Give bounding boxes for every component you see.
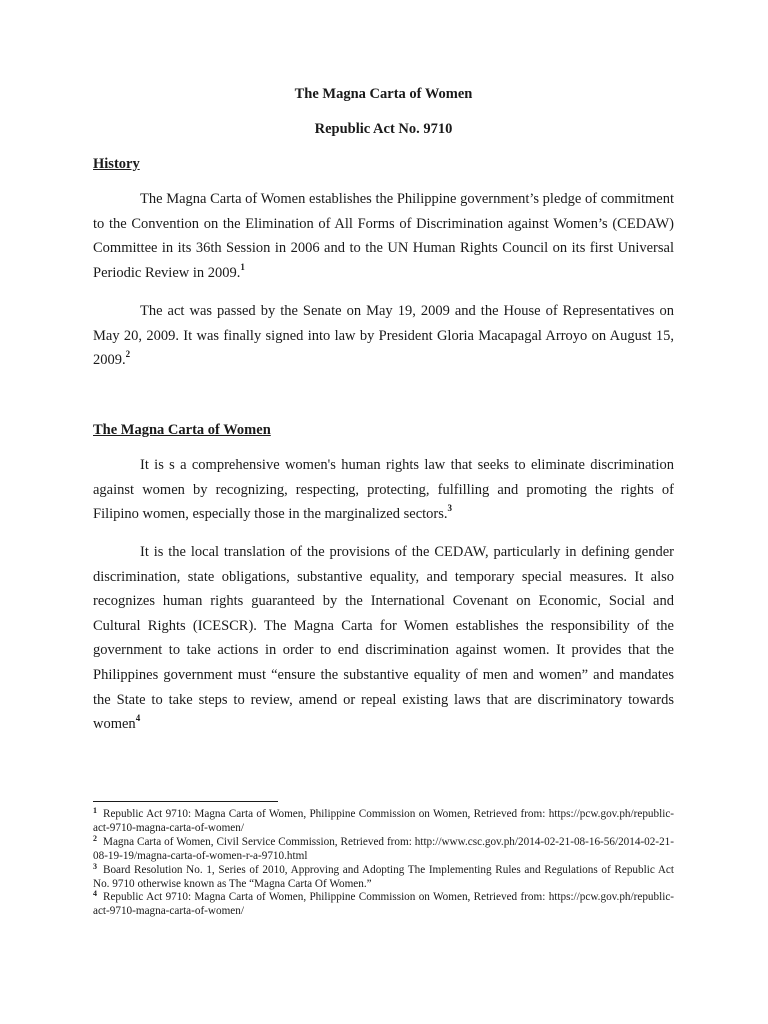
paragraph: It is s a comprehensive women's human rights law that seeks to eliminate discrimination against women by recognizing, respecting, protecting, fulfilling and promoting the rights of Filipino women, especially those in the marginalized sectors.$^3$ [93,457,674,523]
footnote-number: 3 [93,861,97,871]
footnote-ref[interactable]: 2 [125,349,131,360]
document-title: The Magna Carta of Women [294,86,473,102]
footnote-1 [93,808,674,836]
footnote-ref[interactable]: 3 [447,503,452,514]
footnotes [93,808,674,919]
footnote-number: 2 [93,833,97,843]
footnote-link[interactable]: https://pcw.gov.ph/republic-act-9710-magna-carta-of-women/ [93,808,675,834]
footnote-link[interactable]: https://pcw.gov.ph/republic-act-9710-magna-carta-of-women/ [93,891,675,918]
footnote-4 [93,891,674,919]
section-heading-magna-carta: The Magna Carta of Women [93,422,271,438]
section-heading-history: History [93,156,140,172]
document-page [93,0,674,1024]
paragraph: It is the local translation of the provisions of the CEDAW, particularly in defining gender discrimination, state obligations, substantive equality, and temporary special measures. It also recognizes human rights guaranteed by the International Covenant on Economic, Social and Cultural Rights (ICESCR). The Magna Carta for Women establishes the responsibility of the government to take actions in order to end discrimination against women. It provides that the Philippines government must “ensure the substantive equality of men and women” and mandates the State to take steps to review, amend or repeal existing laws that are discriminatory towards women$^4$ [93,544,674,733]
footnote-2 [93,833,674,864]
footnote-number: 4 [93,889,97,899]
document-subtitle: Republic Act No. 9710 [314,121,453,137]
footnote-separator [93,801,278,802]
footnote-ref[interactable]: 1 [240,261,245,272]
footnote-ref[interactable]: 4 [135,713,141,724]
footnote-text: Board Resolution No. 1, Series of 2010, Approving and Adopting The Implementing Rules and Regulations of Republic Act No. 9710 otherwise known as The “Magna Carta Of Women.” [93,863,674,890]
footnote-text: Republic Act 9710: Magna Carta of Women, Philippine Commission on Women, Retrieved from: [103,891,546,904]
footnote-link[interactable]: http://www.csc.gov.ph/2014-02-21-08-16-56/2014-02-21-08-19-19/magna-carta-of-women-r-a-9710.html [93,835,674,862]
footnote-number: 1 [93,806,97,815]
paragraph: The act was passed by the Senate on May 19, 2009 and the House of Representatives on May 20, 2009. It was finally signed into law by President Gloria Macapagal Arroyo on August 15, 2009.$^2$ [93,303,674,369]
footnote-3 [93,861,674,892]
footnote-text: Republic Act 9710: Magna Carta of Women, Philippine Commission on Women, Retrieved from: [103,808,546,820]
footnote-text: Magna Carta of Women, Civil Service Commission, Retrieved from: [103,835,412,848]
paragraph: The Magna Carta of Women establishes the Philippine government’s pledge of commitment to the Convention on the Elimination of All Forms of Discrimination against Women’s (CEDAW) Committee in its 36th Session in 2006 and to the UN Human Rights Council on its first Universal Periodic Review in 2009.$^1$ [93,191,674,281]
